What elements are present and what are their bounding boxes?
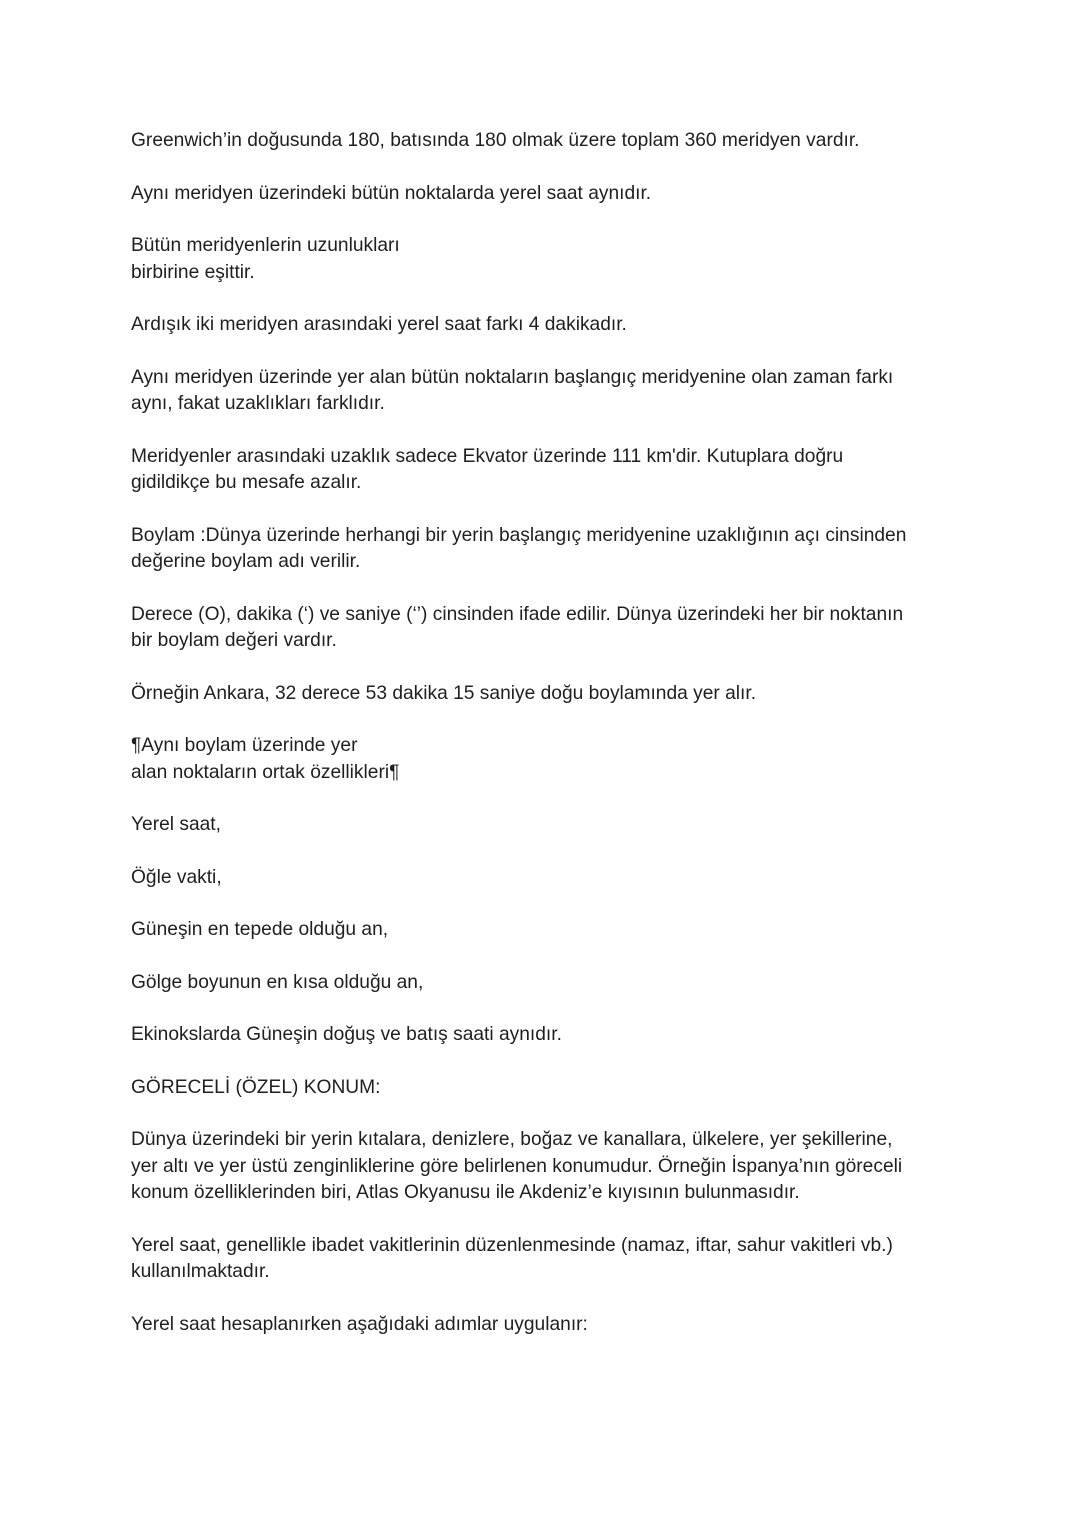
- paragraph-common-features-heading: ¶Aynı boylam üzerinde yer alan noktaların ortak özellikleri¶: [131, 735, 400, 783]
- list-item-shortest-shadow: Gölge boyunun en kısa olduğu an,: [131, 971, 424, 993]
- paragraph-ankara-example: Örneğin Ankara, 32 derece 53 dakika 15 saniye doğu boylamında yer alır.: [131, 682, 757, 704]
- paragraph-longitude-definition: Boylam :Dünya üzerinde herhangi bir yerin başlangıç meridyenine uzaklığının açı cinsinden değerine boylam adı verilir.: [131, 524, 907, 572]
- list-item-equinox: Ekinokslarda Güneşin doğuş ve batış saati aynıdır.: [131, 1024, 562, 1045]
- paragraph-degree-units: Derece (O), dakika (‘) ve saniye (‘’) cinsinden ifade edilir. Dünya üzerindeki her bir noktanın bir boylam değeri vardır.: [131, 603, 904, 651]
- list-item-local-time: Yerel saat,: [131, 814, 221, 835]
- paragraph-relative-location: Dünya üzerindeki bir yerin kıtalara, denizlere, boğaz ve kanallara, ülkelere, yer şekillerine, yer altı ve yer üstü zenginliklerine göre belirlenen konumudur. Örneğin İspanya’nın göreceli konum özelliklerinden biri, Atlas Okyanusu ile Akdeniz’e kıyısının bulunmasıdır.: [131, 1129, 903, 1203]
- paragraph-time-difference: Ardışık iki meridyen arasındaki yerel saat farkı 4 dakikadır.: [131, 314, 627, 335]
- list-item-sun-highest: Güneşin en tepede olduğu an,: [131, 919, 389, 940]
- paragraph-local-time-steps: Yerel saat hesaplanırken aşağıdaki adımlar uygulanır:: [131, 1313, 588, 1335]
- section-heading-relative-location: GÖRECELİ (ÖZEL) KONUM:: [131, 1076, 381, 1098]
- list-item-noon: Öğle vakti,: [131, 866, 222, 888]
- paragraph-same-local-time: Aynı meridyen üzerindeki bütün noktalarda yerel saat aynıdır.: [131, 182, 652, 204]
- paragraph-equal-length: Bütün meridyenlerin uzunlukları birbirine eşittir.: [131, 235, 400, 283]
- paragraph-same-time-diff: Aynı meridyen üzerinde yer alan bütün noktaların başlangıç meridyenine olan zaman farkı aynı, fakat uzaklıkları farklıdır.: [131, 366, 894, 414]
- paragraph-meridian-count: Greenwich’in doğusunda 180, batısında 180 olmak üzere toplam 360 meridyen vardır.: [131, 130, 860, 151]
- document-body: [131, 128, 951, 1364]
- paragraph-local-time-usage: Yerel saat, genellikle ibadet vakitlerinin düzenlenmesinde (namaz, iftar, sahur vakitleri vb.) kullanılmaktadır.: [131, 1234, 893, 1282]
- paragraph-distance: Meridyenler arasındaki uzaklık sadece Ekvator üzerinde 111 km'dir. Kutuplara doğru gidildikçe bu mesafe azalır.: [131, 445, 844, 493]
